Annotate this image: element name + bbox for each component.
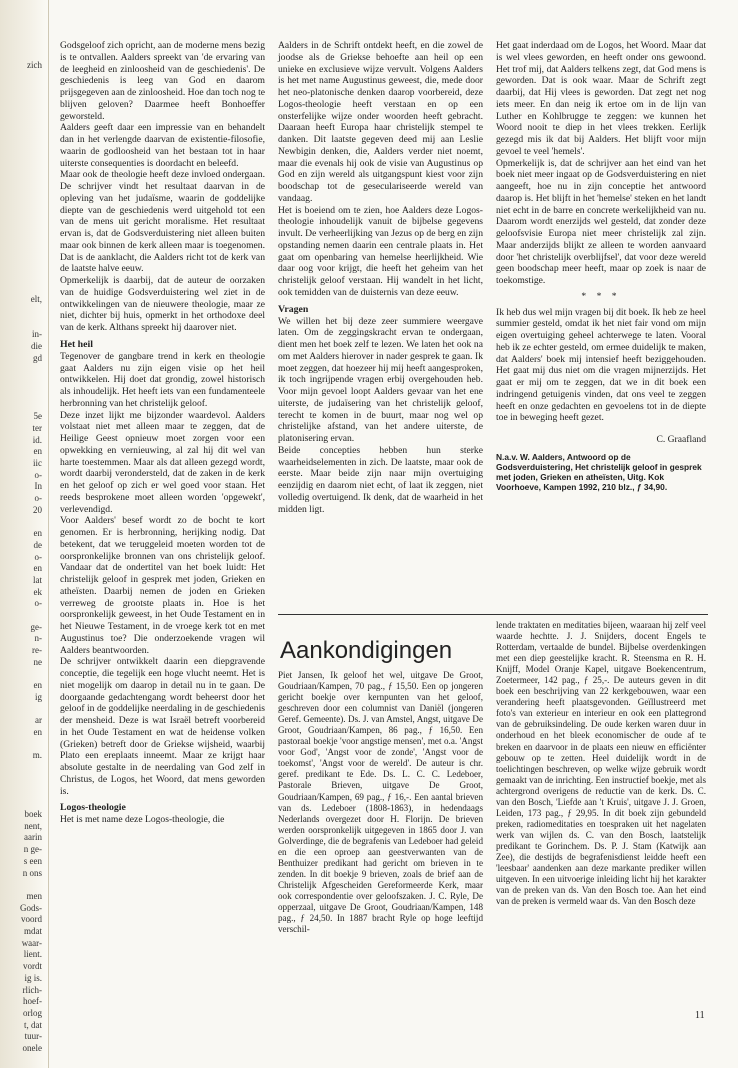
gutter-fragment: boek [24,809,42,819]
paragraph: Tegenover de gangbare trend in kerk en theologie gaat Aalders nu zijn eigen visie op het heil ontwikkelen. Hij doet dat grondig, zowel historisch als inhoudelijk. Het heeft iets van een fundamenteele herbronning van het christelijk geloof. [60,350,265,409]
gutter-fragment: t, dat [24,1019,42,1030]
gutter-fragment: zich [27,60,42,70]
paragraph: Aalders in de Schrift ontdekt heeft, en die zowel de joodse als de Griekse behoefte aan heil op een unieke en exclusieve wijze vervult. Volgens Aalders is het met name Augustinus geweest, die, mede door het neo-platonische denken daarop voorbereid, deze Logos-theologie heeft verstaan en op een onsterfelijke wijze onder woorden heeft gebracht. Daaraan heeft Europa haar christelijk stempel te danken. Dit laatste gegeven deed mij aan Leslie Newbigin denken, die, Aalders verder niet noemt, maar die evenals hij ook de visie van Augustinus op God en zijn wereld als uitgangspunt kiest voor zijn boodschap tot de geseculariseerde wereld van vandaag. [278,40,483,204]
gutter-fragment: en [33,563,42,574]
gutter-fragment: ne [33,656,42,667]
gutter-fragment: n ons [22,867,42,878]
gutter-fragment: o- [34,469,42,480]
gutter-fragment: rlich- [22,984,42,995]
gutter-fragment [2,317,42,329]
gutter-fragment [2,130,42,142]
gutter-fragment [2,212,42,224]
gutter-fragment: ig [34,691,42,702]
gutter-fragment: onele [22,1043,42,1054]
gutter-fragment [2,83,42,95]
book-reference: N.a.v. W. Aalders, Antwoord op de Godsverduistering, Het christelijk geloof in gesprek met joden, Grieken en atheïsten, Uitg. Kok Voorhoeve, Kampen 1992, 210 blz., ƒ 34,90. [496,451,702,493]
gutter-fragment: o- [34,598,42,609]
gutter-fragment: de [33,539,42,550]
gutter-fragment [2,610,42,622]
gutter-fragment: m. [32,750,42,761]
paragraph: Deze inzet lijkt me bijzonder waardevol. Aalders volstaat niet met alleen maar te zeggen, dat de Heilige Geest opnieuw moet zorgen voor een opwekking en vernieuwing, al zal hij dit wel van harte toestemmen. Maar als dat alleen gezegd wordt, wordt daarbij verondersteld, dat de zaken in de kerk en het geloof op zich er wel goed voor staan. Het reeds besprokene moet alleen worden 'opgewekt', verlevendigd. [60,409,265,515]
gutter-fragment: lient. [23,949,42,960]
gutter-fragment [2,282,42,294]
gutter-fragment [2,704,42,716]
announcements-title: Aankondigingen [280,637,453,664]
gutter-fragment: n ge- [23,844,42,855]
gutter-fragment [2,388,42,400]
gutter-fragment [2,72,42,84]
paragraph: Maar ook de theologie heeft deze invloed ondergaan. De schrijver vindt het resultaat daarvan in de opleving van het judaïsme, waarin de goddelijke diepte van de geschiedenis werd uitgehold tot een van de mens uit gericht moralisme. Het resultaat ervan is, dat de Godsverduistering niet alleen buiten maar ook binnen de kerk alleen maar is toegenomen. Dat is de aanklacht, die Aalders richt tot de kerk van de laatste halve eeuw. [60,169,265,275]
gutter-fragment [2,224,42,236]
gutter-fragment [2,119,42,131]
gutter-fragment [2,236,42,248]
gutter-fragment [2,95,42,107]
gutter-fragment: iic [33,457,42,468]
gutter-fragment [2,200,42,212]
gutter-fragment [2,142,42,154]
gutter-fragment: id. [32,434,42,445]
facing-page-text-fragments [2,60,42,1054]
page-number: 11 [695,1010,705,1021]
gutter-fragment [2,177,42,189]
gutter-fragment: vordt [23,961,42,972]
announcement-text: lende traktaten en meditaties bijeen, waaraan hij zelf veel waarde hechtte. J. J. Snijders, docent Engels te Rotterdam, vertaalde de bundel. Bijbelse overdenkingen met een diep geestelijke kracht. R. Steensma en R. H. Knijff, Model Oranje Kapel, uitgave Boekencentrum, Zoetermeer, 142 pag., ƒ 25,-. De auteurs geven in dit boek een beschrijving van 22 kerkgebouwen, waar een verandering heeft plaatsgevonden. Geïllustreerd met foto's van exterieur en interieur en ook een plattegrond van de gebruiksindeling. De oude kerken waren duur in onderhoud en het bleek economischer de oude af te breken en daarvoor in de plaats een nieuw en efficiënter gebouw op te zetten. Heel duidelijk wordt in de toelichtingen beschreven, op welke wijze gebruik wordt gemaakt van de inrichting. Een instructief boekje, met als achtergrond overigens de reductie van de kerk. Ds. C. van den Bosch, 'Liefde aan 't Kruis', uitgave J. J. Groen, Leiden, 173 pag., ƒ 29,95. In dit boek zijn gebundeld preken, radiomeditaties en toespraken uit het nagelaten werk van wijlen ds. C. van den Bosch, laatstelijk predikant te Gorinchem. Ds. P. J. Stam (Katwijk aan Zee), die destijds de begrafenisdienst leidde heeft een 'leesbaar' aandenken aan deze markante prediker willen uitgeven. In een uitvoerige inleiding licht hij het karakter van de preken van ds. Van den Bosch toe. Aan het eind van de preken is vermeld waar ds. Van den Bosch deze [496,620,706,907]
article-column-3 [496,40,706,605]
gutter-fragment [2,762,42,774]
gutter-fragment: hoef- [23,996,42,1007]
gutter-fragment: en [33,680,42,691]
paragraph: De schrijver ontwikkelt daarin een diepgravende conceptie, die tegelijk een hoge vlucht neemt. Het is niet mogelijk om daarop in detail nu in te gaan. De doorgaande gedachtengang wordt beheerst door het geloof in de goddelijke neerdaling in de geschiedenis der mensheid. Deze is wat Israël betreft voorbereid in het Oude Testament en wat de heidense volken (Grieken) betreft door de Griekse wijsheid, waarbij Plato een ereplaats inneemt. Maar ze krijgt haar absolute gestalte in de neerdaling van God zelf in Christus, de Logos, het Woord, dat mens geworden is. [60,656,265,797]
gutter-fragment [2,247,42,259]
gutter-fragment [2,376,42,388]
section-rule [278,614,708,615]
paragraph: Opmerkelijk is daarbij, dat de auteur de oorzaken van de huidige Godsverduistering wel ziet in de ontwikkelingen van de nieuwere theologie, maar ze niet, dichter bij huis, opmerkt in het orthodoxe deel van de kerk. Althans spreekt hij daarover niet. [60,275,265,333]
gutter-fragment [2,879,42,891]
gutter-fragment: aarin [24,832,42,843]
paragraph: Het gaat inderdaad om de Logos, het Woord. Maar dat is wel vlees geworden, en heeft onder ons gewoond. Het trof mij, dat Aalders telkens zegt, dat God mens is geworden. Dat is ook waar. Maar de Schrift zegt daarbij, dat Hij vlees is geworden. Dat zegt net nog iets meer. En dan neig ik ertoe om in de lijn van Luther en Kohlbrugge te zeggen: we kunnen het Woord nooit te diep in het vlees trekken. Eerlijk gezegd mis ik dat bij Aalders. Het blijft voor mijn gevoel te veel 'hemels'. [496,40,706,157]
paragraph: Opmerkelijk is, dat de schrijver aan het eind van het boek niet meer ingaat op de Godsverduistering en niet aangeeft, hoe nu in zijn conceptie het antwoord daarop is. Het blijft in het 'hemelse' steken en het landt niet echt in de barre en concrete werkelijkheid van nu. Daarom wordt enerzijds wel gesteld, dat zonder deze geloofsvisie Europa niet meer christelijk zal zijn. Maar anderzijds blijkt ze alleen te worden aanvaard door 'het christelijk overblijfsel', dat voor deze wereld geen boodschap meer heeft, maar op zoek is naar de toekomstige. [496,157,706,286]
author-signature: C. Graafland [656,434,706,445]
gutter-fragment: s een [23,855,42,866]
gutter-fragment [2,271,42,283]
gutter-fragment [2,786,42,798]
paragraph: Voor Aalders' besef wordt zo de bocht te kort genomen. Er is herbronning, herijking nodig. Dat betekent, dat we teruggeleid moeten worden tot de oorspronkelijke bronnen van ons christelijk geloof. Vandaar dat de ondertitel van het boek luidt: Het christelijk geloof in gesprek met joden, Grieken en atheïsten. Daarbij nemen de joden en Grieken verreweg de grootste plaats in. Hoe is het oorspronkelijk geweest, in het Oude Testament en in het Nieuwe Testament, in de vroege kerk tot en met Augustinus toe? Die onderzoekende vragen wil Aalders beantwoorden. [60,515,265,656]
gutter-fragment: ar [35,715,42,726]
gutter-fragment: In [34,481,42,492]
gutter-fragment [2,154,42,166]
gutter-fragment [2,364,42,376]
gutter-fragment: elt, [30,294,42,305]
gutter-fragment [2,399,42,411]
paragraph: Het is boeiend om te zien, hoe Aalders deze Logos-theologie inhoudelijk vanuit de bijbelse gegevens invult. De verheerlijking van Jezus op de berg en zijn opstanding nemen daarin een centrale plaats in. Het gaat om openbaring van hemelse heerlijkheid. Wie daar oog voor krijgt, die heeft het geheim van het christelijk geloof verstaan. Hij wandelt in het licht, ook temidden van de duisternis van deze eeuw. [278,204,483,298]
gutter-fragment: en [33,727,42,738]
gutter-fragment: men [26,890,42,901]
gutter-fragment [2,669,42,681]
gutter-fragment: nent, [24,820,42,831]
section-heading: Het heil [60,338,93,350]
section-divider: * * * [581,290,621,302]
gutter-fragment [2,107,42,119]
gutter-fragment: 5e [33,411,42,422]
paragraph: Aalders geeft daar een impressie van en behandelt dan in het verlengde daarvan de existentie-filosofie, waarin de godloosheid van het bestaan tot in haar uiterste consequenties is doordacht en beleefd. [60,122,265,169]
gutter-fragment: 20 [33,504,42,515]
gutter-fragment: re- [32,645,42,656]
gutter-fragment: voord [21,914,42,925]
gutter-fragment [2,306,42,318]
gutter-fragment [2,739,42,751]
gutter-fragment: tuur- [24,1031,42,1042]
article-column-2 [278,40,483,605]
announcements-column-1 [278,670,483,1005]
gutter-fragment: en [33,528,42,539]
paragraph: Godsgeloof zich opricht, aan de moderne mens bezig is te ontvallen. Aalders spreekt van 'de ervaring van de leegheid en zinloosheid van de geschiedenis'. De geschiedenis is leeg van God en daarom prijsgegeven aan de zinloosheid. Hoe dan toch nog te blijven geloven? Daarmee heeft Bonhoeffer geworsteld. [60,40,265,122]
gutter-fragment: o- [34,493,42,504]
gutter-fragment: ek [33,586,42,597]
gutter-fragment: orlog [23,1007,42,1018]
gutter-fragment [2,259,42,271]
paragraph: Het is met name deze Logos-theologie, die [60,814,225,826]
section-heading: Vragen [278,303,309,315]
gutter-fragment: gd [33,352,42,363]
gutter-fragment: waar- [21,937,42,948]
gutter-fragment [2,774,42,786]
announcement-text: Piet Jansen, Ik geloof het wel, uitgave De Groot, Goudriaan/Kampen, 70 pag., ƒ 15,50. Een op jongeren gericht boekje over kernpunten van het geloof, geschreven door een columnist van Daniël (jongeren Geref. Gemeente). Ds. J. van Amstel, Angst, uitgave De Groot, Goudriaan/Kampen, 86 pag., ƒ 16,50. Een pastoraal boekje 'voor angstige mensen', met o.a. 'Angst voor God', 'Angst voor de zonde', 'Angst voor de toekomst', 'Angst voor de wereld'. De auteur is chr. geref. predikant te Ede. Ds. L. C. C. Ledeboer, Pastorale Brieven, uitgave De Groot, Goudriaan/Kampen, 69 pag., ƒ 16,-. Een aantal brieven van ds. Ledeboer (1808-1863), in hedendaags Nederlands overgezet door H. Florijn. De brieven werden oorspronkelijk uitgegeven in 1865 door J. van Golverdinge, die de begrafenis van Ledeboer had geleid en die een oproep aan geestverwanten van de Benthuizer predikant had gericht om brieven in te zenden. In dit boekje 9 brieven, zoals de brief aan de Christelijk Afgescheiden Gereformeerde Kerk, maar ook correspondentie over geloofszaken. J. C. Ryle, De opperzaal, uitgave De Groot, Goudriaan/Kampen, 148 pag., ƒ 24,50. In 1887 bracht Ryle op hoge leeftijd verschil- [278,670,483,935]
gutter-fragment: en [33,446,42,457]
gutter-fragment: o- [34,551,42,562]
gutter-fragment [2,189,42,201]
gutter-fragment [2,165,42,177]
gutter-fragment: Gods- [20,902,42,913]
announcements-column-2 [496,620,706,1005]
gutter-fragment: ge- [30,621,42,632]
article-column-1 [60,40,265,1025]
paragraph: Ik heb dus wel mijn vragen bij dit boek. Ik heb ze heel summier gesteld, omdat ik het niet fair vond om mijn eigen overtuiging geheel achterwege te laten. Vooral heb ik ze echter gesteld, om ermee duidelijk te maken, dat Aalders' boek mij intensief heeft beziggehouden. Het gaat mij dus niet om die vragen mijnerzijds. Het gaat er mij om te zeggen, dat we in dit boek een indringend getuigenis vinden, dat ons veel te zeggen heeft en onze gedachten en gevoelens tot in de diepte toe in beweging heeft gezet. [496,306,706,424]
gutter-fragment: n- [34,633,42,644]
paragraph: We willen het bij deze zeer summiere weergave laten. Om de zeggingskracht ervan te ondergaan, dient men het boek zelf te lezen. We laten het ook na om met Aalders hierover in nader gesprek te gaan. Ik moet zeggen, dat hoezeer hij mij heeft aangesproken, ik toch ingrijpende vragen erbij overgehouden heb. Voor mijn gevoel loopt Aalders gevaar van het ene uiterste, de judaïsering van het christelijk geloof, terecht te komen in de buurt, maar nog wel op christelijke afstand, van het andere uiterste, de platonisering ervan. [278,315,483,444]
gutter-fragment: die [31,340,42,351]
gutter-fragment: ter [32,422,42,433]
section-heading: Logos-theologie [60,802,126,814]
gutter-fragment: lat [33,574,42,585]
gutter-fragment: ig is. [24,972,42,983]
gutter-fragment [2,516,42,528]
gutter-fragment: mdat [24,926,42,937]
gutter-fragment [2,797,42,809]
gutter-fragment: in- [32,329,42,340]
paragraph: Beide concepties hebben hun sterke waarheidselementen in zich. De laatste, maar ook de eerste. Maar beide zijn naar mijn overtuiging eenzijdig en daarom niet echt, of laat ik zeggen, niet volledig overtuigend. Ik denk, dat de waarheid in het midden ligt. [278,444,483,515]
